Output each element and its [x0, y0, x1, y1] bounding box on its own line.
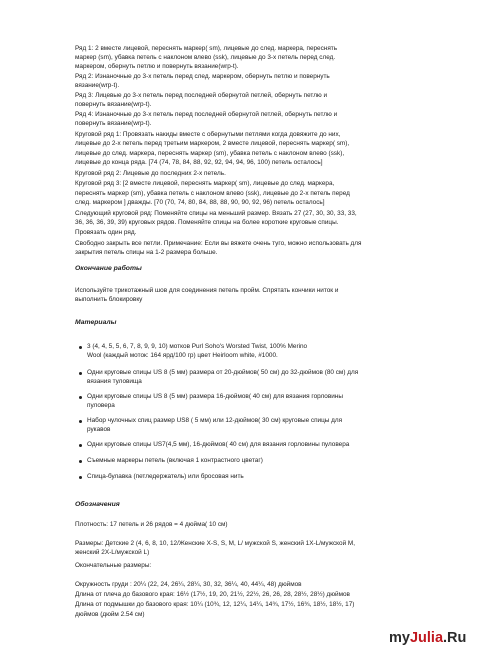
notation-heading: Обозначения: [75, 501, 120, 508]
material-yarn-line-1: 3 (4, 4, 5, 5, 6, 7, 8, 9, 9, 10) мотков Purl Soho's Worsted Twist, 100% Merino: [87, 343, 308, 350]
row-1-line-3: маркером, обернуть петлю и повернуть вязание(wrp-t).: [75, 63, 239, 70]
round-3-line-2: переснять маркер (sm), убавка петель с наклоном влево (ssk), лицевые до 2-х петель перед: [75, 190, 350, 197]
material-needles-body-line-2: вязания туловища: [87, 378, 142, 385]
sizes-line-1: Размеры: Детские 2 (4, 6, 8, 10, 12/Женские X-S, S, M, L/ мужской S, женский 1X-L/мужской M,: [75, 540, 356, 547]
material-us7-needles: Одни круговые спицы US7(4,5 мм), 16-дюймов( 40 см) для вязания горловины пуловера: [87, 441, 350, 448]
materials-heading: Материалы: [75, 319, 117, 326]
round-2-line: Круговой ряд 2: Лицевые до последних 2-х петель.: [75, 170, 226, 177]
round-1-line-2: лицевые до 2-х петель перед третьим маркером, 2 вместе лицевой, переснять маркер( sm),: [75, 140, 350, 147]
round-3-line-3: след. маркером ] дважды. [70 (70, 74, 80, 84, 88, 88, 90, 90, 92, 96) петель осталось]: [75, 199, 325, 206]
row-1-line-2: маркер (sm), убавка петель с наклоном влево (ssk), лицевые до 3-х петель перед след.: [75, 54, 336, 61]
underarm-length-line-2: дюймов (дюйм 2.54 см): [75, 611, 145, 618]
bullet-icon: [79, 460, 82, 463]
bind-off-line-2: закрытия петель спицы на 1-2 размера больше.: [75, 249, 218, 256]
bullet-icon: [79, 476, 82, 479]
round-1-line-3: лицевые до след. маркера, переснять маркер (sm), убавка петель с наклоном влево (ssk),: [75, 150, 345, 157]
sizes-line-2: женский 2X-L/мужской L): [75, 549, 150, 556]
next-round-line-1: Следующий круговой ряд: Поменяйте спицы на меньший размер. Вязать 27 (27, 30, 30, 33, 33,: [75, 210, 357, 217]
finishing-line-1: Используйте трикотажный шов для соединения петель пройм. Спрятать кончики ниток и: [75, 287, 339, 294]
logo-part-my: my: [389, 630, 410, 646]
row-4-line-1: Ряд 4: Изнаночные до 3-х петель перед последней обернутой петлей, обернуть петлю и: [75, 111, 338, 118]
bullet-icon: [79, 396, 82, 399]
bullet-icon: [79, 420, 82, 423]
final-sizes-label: Окончательные размеры:: [75, 562, 152, 569]
logo-part-julia: Julia: [409, 630, 444, 646]
row-2-line-2: вязание(wrp-t).: [75, 82, 120, 89]
round-1-line-4: лицевые до конца ряда. [74 (74, 78, 84, 88, 92, 92, 94, 94, 96, 100) петель осталось]: [75, 159, 323, 166]
chest-line: Окружность груди : 20¼ (22, 24, 26¼, 28¼, 30, 32, 36¼, 40, 44¼, 48) дюймов: [75, 581, 302, 588]
row-1-line-1: Ряд 1: 2 вместе лицевой, переснять маркер( sm), лицевые до след. маркера, переснять: [75, 45, 338, 52]
bullet-icon: [79, 372, 82, 375]
logo-part-ru: .Ru: [443, 630, 467, 646]
gauge-line: Плотность: 17 петель и 26 рядов = 4 дюйма( 10 см): [75, 521, 228, 528]
row-3-line-2: повернуть вязание(wrp-t).: [75, 101, 152, 108]
bullet-icon: [79, 444, 82, 447]
material-markers: Съемные маркеры петель (включая 1 контрастного цветаг): [87, 457, 263, 464]
finishing-line-2: выполнить блокировку: [75, 296, 143, 303]
material-needles-neck-line-1: Одни круговые спицы US 8 (5 мм) размера 16-дюймов( 40 см) для вязания горловины: [87, 393, 343, 400]
site-logo: [389, 630, 466, 647]
material-dpn-line-1: Набор чулочных спиц размер US8 ( 5 мм) или 12-дюймов( 30 см) круговые спицы для: [87, 417, 343, 424]
bullet-icon: [79, 346, 82, 349]
knit-one-round-line: Провязать один ряд.: [75, 229, 137, 236]
round-1-line-1: Круговой ряд 1: Провязать накиды вместе с обернутыми петлями когда довяжите до них,: [75, 131, 341, 138]
material-dpn-line-2: рукавов: [87, 426, 111, 433]
bind-off-line-1: Свободно закрыть все петли. Примечание: Если вы вяжете очень туго, можно использовать для: [75, 240, 362, 247]
round-3-line-1: Круговой ряд 3: [2 вместе лицевой, переснять маркер( sm), лицевые до след. маркера,: [75, 180, 335, 187]
material-stitch-holder: Спица-булавка (петледержатель) или бросовая нить: [87, 473, 244, 480]
material-needles-neck-line-2: пуловера: [87, 402, 115, 409]
row-4-line-2: повернуть вязание(wrp-t).: [75, 120, 152, 127]
material-needles-body-line-1: Одни круговые спицы US 8 (5 мм) размера от 20-дюймов( 50 см) до 32-дюймов (80 см) для: [87, 369, 359, 376]
row-3-line-1: Ряд 3: Лицевые до 3-х петель перед последней обернутой петлей, обернуть петлю и: [75, 92, 328, 99]
material-yarn-line-2: Wool (каждый моток: 164 ярд/100 гр) цвет Heirloom white, #1000.: [87, 352, 278, 359]
shoulder-length-line: Длина от плеча до базового края: 16½ (17½, 19, 20, 21½, 22½, 26, 26, 28, 28½, 28½) дюймов: [75, 591, 350, 598]
next-round-line-2: 36, 36, 36, 39, 39) круговых рядов. Поменяйте спицы на более короткие круговые спицы.: [75, 219, 339, 226]
row-2-line-1: Ряд 2: Изнаночные до 3-х петель перед след. маркером, обернуть петлю и повернуть: [75, 73, 330, 80]
underarm-length-line-1: Длина от подмышки до базового края: 10¼ (10¾, 12, 12¼, 14¼, 14¾, 17½, 16¾, 18½, 18½, 17): [75, 601, 355, 608]
finishing-heading: Окончание работы: [75, 265, 142, 272]
